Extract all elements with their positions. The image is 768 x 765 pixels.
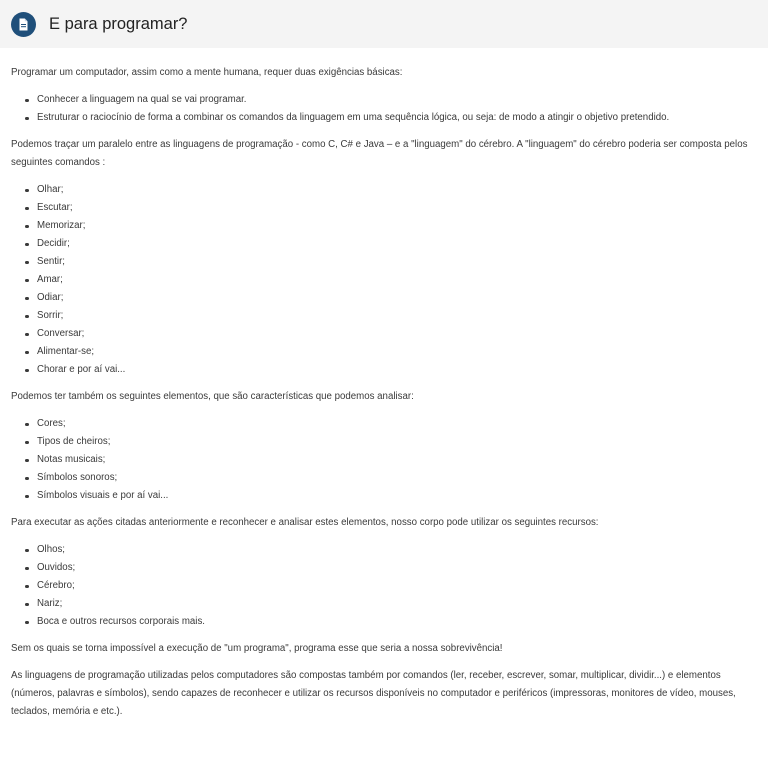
list-item: Olhar; (11, 181, 757, 199)
list-item: Notas musicais; (11, 451, 757, 469)
list-item: Tipos de cheiros; (11, 433, 757, 451)
list-item: Cérebro; (11, 577, 757, 595)
section-header (0, 0, 768, 48)
survival-paragraph: Sem os quais se torna impossível a execução de "um programa", programa esse que seria a nossa sobrevivência! (11, 643, 503, 654)
elements-paragraph: Podemos ter também os seguintes elementos, que são características que podemos analisar: (11, 391, 414, 402)
conclusion-paragraph: As linguagens de programação utilizadas pelos computadores são compostas também por comandos (ler, receber, escrever, somar, multiplicar, dividir...) e elementos (números, palavras e símbolos), sendo capazes de reconhecer e utilizar os recursos disponíveis no computador e periféricos (impressoras, monitores de vídeo, mouses, teclados, memória e etc.). (11, 670, 736, 717)
elements-list (11, 415, 757, 505)
document-icon (11, 12, 36, 37)
requirements-list (11, 91, 757, 127)
article-body (0, 48, 768, 721)
resources-paragraph: Para executar as ações citadas anteriormente e reconhecer e analisar estes elementos, nosso corpo pode utilizar os seguintes recursos: (11, 517, 599, 528)
list-item: Estruturar o raciocínio de forma a combinar os comandos da linguagem em uma sequência lógica, ou seja: de modo a atingir o objetivo pretendido. (11, 109, 757, 127)
list-item: Sentir; (11, 253, 757, 271)
commands-list (11, 181, 757, 379)
parallel-paragraph: Podemos traçar um paralelo entre as linguagens de programação - como C, C# e Java – e a "linguagem" do cérebro. A "linguagem" do cérebro poderia ser composta pelos seguintes comandos : (11, 139, 748, 168)
page-title: E para programar? (49, 14, 188, 33)
list-item: Ouvidos; (11, 559, 757, 577)
list-item: Boca e outros recursos corporais mais. (11, 613, 757, 631)
list-item: Símbolos visuais e por aí vai... (11, 487, 757, 505)
list-item: Olhos; (11, 541, 757, 559)
list-item: Cores; (11, 415, 757, 433)
list-item: Conversar; (11, 325, 757, 343)
intro-paragraph: Programar um computador, assim como a mente humana, requer duas exigências básicas: (11, 67, 403, 78)
list-item: Odiar; (11, 289, 757, 307)
list-item: Sorrir; (11, 307, 757, 325)
list-item: Nariz; (11, 595, 757, 613)
list-item: Memorizar; (11, 217, 757, 235)
list-item: Alimentar-se; (11, 343, 757, 361)
resources-list (11, 541, 757, 631)
list-item: Conhecer a linguagem na qual se vai programar. (11, 91, 757, 109)
list-item: Decidir; (11, 235, 757, 253)
list-item: Símbolos sonoros; (11, 469, 757, 487)
list-item: Chorar e por aí vai... (11, 361, 757, 379)
list-item: Escutar; (11, 199, 757, 217)
list-item: Amar; (11, 271, 757, 289)
